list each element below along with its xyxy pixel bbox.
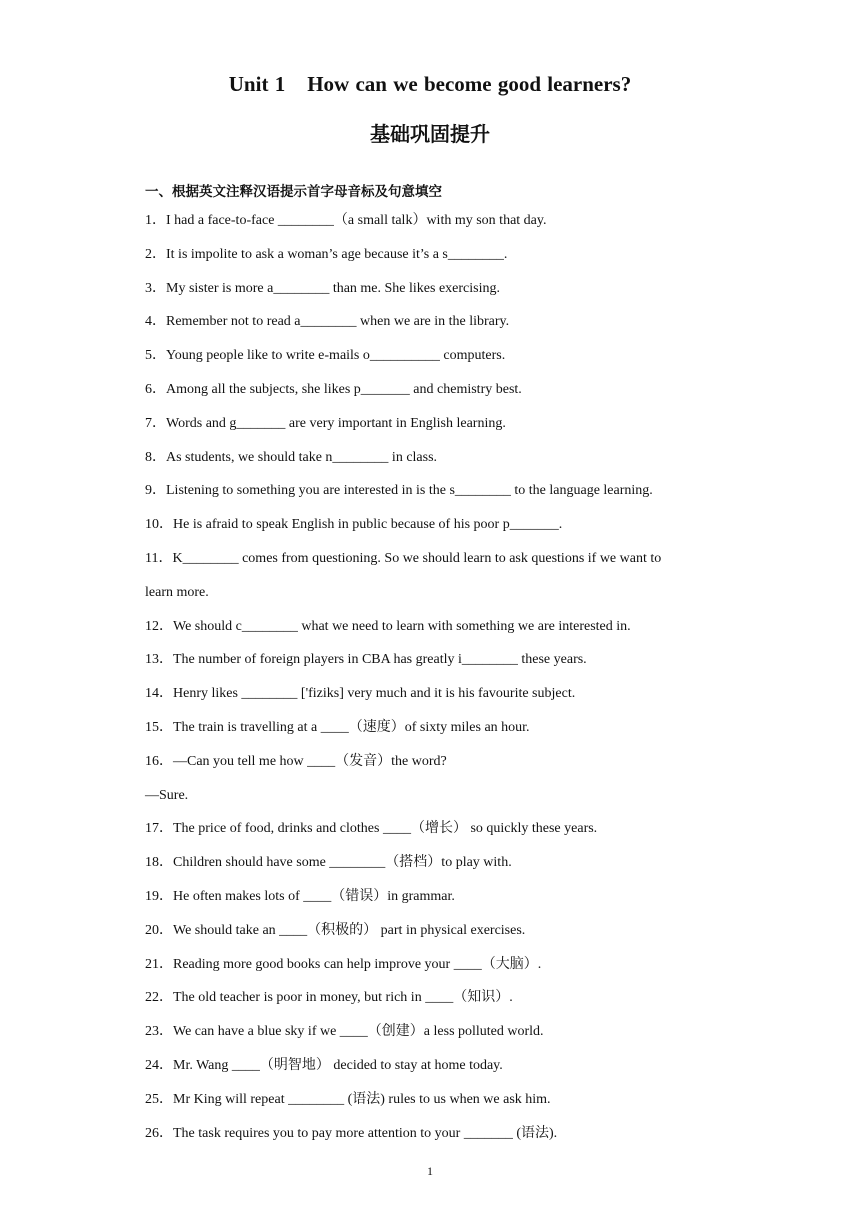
question-number: 10． (145, 517, 173, 533)
question-number: 26． (145, 1125, 173, 1141)
question-number: 9． (145, 483, 166, 499)
question-text: learn more. (145, 584, 209, 600)
question-number: 2． (145, 246, 166, 262)
question-item (145, 305, 725, 339)
question-text: —Sure. (145, 787, 189, 803)
section-heading: 一、根据英文注释汉语提示首字母音标及句意填空 (145, 184, 442, 200)
question-text: —Can you tell me how ____（发音）the word? (173, 753, 447, 769)
question-number: 15． (145, 719, 173, 735)
question-number: 8． (145, 449, 166, 465)
page-title (0, 72, 860, 97)
question-text: We can have a blue sky if we ____（创建）a less polluted world. (173, 1024, 544, 1040)
question-number: 3． (145, 280, 166, 296)
question-text: We should c________ what we need to learn with something we are interested in. (173, 618, 631, 634)
question-text: Mr King will repeat ________ (语法) rules to us when we ask him. (173, 1091, 551, 1107)
question-item (145, 610, 725, 644)
question-text: The number of foreign players in CBA has greatly i________ these years. (173, 652, 587, 668)
question-text: The old teacher is poor in money, but rich in ____（知识）. (173, 990, 513, 1006)
question-number: 23． (145, 1024, 173, 1040)
question-text: The price of food, drinks and clothes ____（增长） so quickly these years. (173, 821, 598, 837)
question-number: 1． (145, 213, 166, 228)
question-item (145, 880, 725, 914)
unit-title: How can we become good learners? (307, 72, 632, 96)
question-item (145, 542, 725, 576)
question-item (145, 812, 725, 846)
question-item (145, 1015, 725, 1049)
question-text: He is afraid to speak English in public because of his poor p_______. (173, 517, 563, 533)
unit-label: Unit 1 (228, 72, 286, 96)
page-number: 1 (427, 1164, 433, 1178)
question-number: 16． (145, 753, 173, 769)
question-number: 24． (145, 1057, 173, 1073)
question-item (145, 677, 725, 711)
question-number: 20． (145, 922, 173, 938)
question-number: 25． (145, 1091, 173, 1107)
question-text: My sister is more a________ than me. She likes exercising. (166, 280, 500, 296)
question-list (145, 204, 725, 1150)
question-number: 21． (145, 956, 173, 972)
page-subtitle: 基础巩固提升 (370, 122, 490, 146)
question-text: K________ comes from questioning. So we should learn to ask questions if we want to (172, 550, 662, 566)
question-text: Words and g_______ are very important in English learning. (166, 415, 506, 431)
question-number: 17． (145, 821, 173, 837)
question-item (145, 1117, 725, 1151)
question-item (145, 1049, 725, 1083)
question-item (145, 474, 725, 508)
question-number: 18． (145, 855, 173, 871)
question-text: Young people like to write e-mails o__________ computers. (166, 348, 506, 364)
question-item (145, 373, 725, 407)
question-text: We should take an ____（积极的） part in physical exercises. (173, 922, 526, 938)
question-item (145, 948, 725, 982)
question-item (145, 981, 725, 1015)
question-number: 14． (145, 686, 173, 702)
question-text: The train is travelling at a ____（速度）of sixty miles an hour. (173, 719, 530, 735)
question-item (145, 238, 725, 272)
question-item (145, 339, 725, 373)
question-text: Remember not to read a________ when we are in the library. (166, 314, 510, 330)
question-item (145, 745, 725, 779)
question-number: 19． (145, 888, 173, 904)
question-text: Mr. Wang ____（明智地） decided to stay at home today. (173, 1057, 503, 1073)
question-item (145, 508, 725, 542)
question-number: 4． (145, 314, 166, 330)
question-number: 7． (145, 415, 166, 431)
question-item (145, 576, 725, 610)
question-number: 12． (145, 618, 173, 634)
question-number: 11． (145, 550, 173, 566)
question-item (145, 441, 725, 475)
question-text: It is impolite to ask a woman’s age because it’s a s________. (166, 246, 508, 262)
question-item (145, 1083, 725, 1117)
question-number: 5． (145, 348, 166, 364)
question-text: Henry likes ________ ['fiziks] very much and it is his favourite subject. (173, 686, 576, 702)
question-number: 13． (145, 652, 173, 668)
question-item (145, 643, 725, 677)
question-item (145, 846, 725, 880)
question-item (145, 407, 725, 441)
question-text: As students, we should take n________ in class. (166, 449, 438, 465)
question-item (145, 914, 725, 948)
question-number: 6． (145, 381, 166, 397)
question-item (145, 272, 725, 306)
question-number: 22． (145, 990, 173, 1006)
question-text: The task requires you to pay more attention to your _______ (语法). (173, 1125, 558, 1141)
question-item (145, 779, 725, 813)
question-text: Reading more good books can help improve your ____（大脑）. (173, 956, 542, 972)
question-text: Listening to something you are interested in is the s________ to the language learning. (166, 483, 653, 499)
question-text: He often makes lots of ____（错误）in grammar. (173, 888, 455, 904)
question-item (145, 204, 725, 238)
question-text: I had a face-to-face ________（a small talk）with my son that day. (166, 213, 547, 228)
question-text: Among all the subjects, she likes p_______ and chemistry best. (166, 381, 522, 397)
question-text: Children should have some ________（搭档）to play with. (173, 855, 512, 871)
question-item (145, 711, 725, 745)
